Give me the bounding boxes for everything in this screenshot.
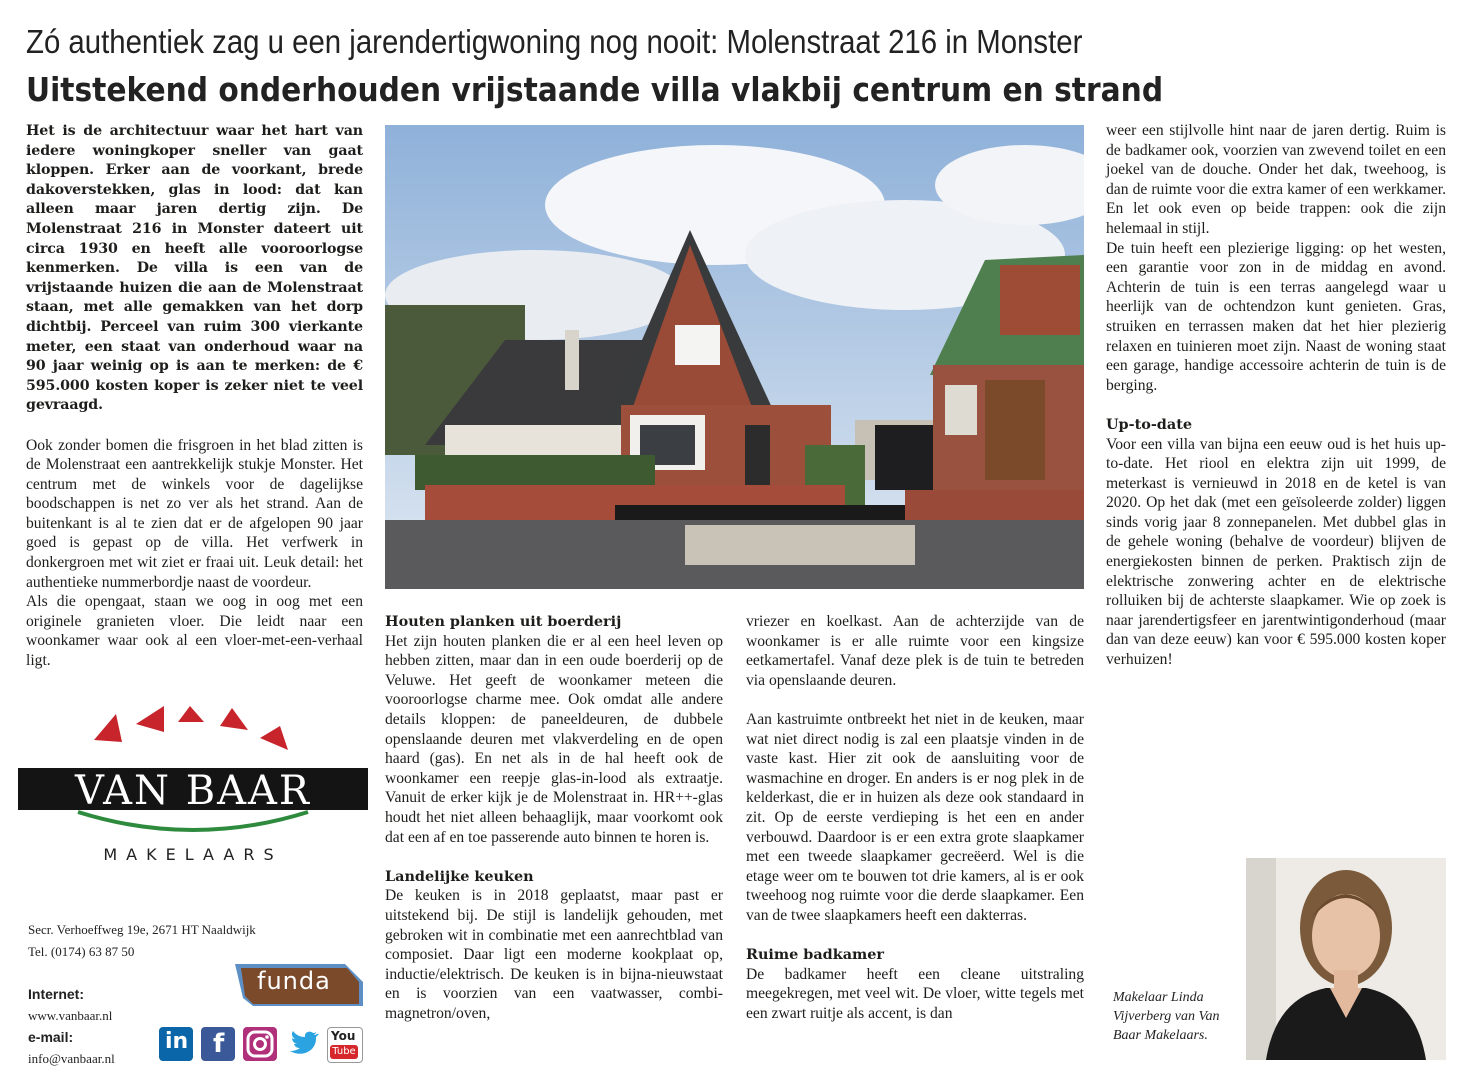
paragraph: vriezer en koelkast. Aan de achterzijde van de woonkamer is er alle ruimte voor een kingsize eetkamertafel. Vanaf deze plek is de tuin te betreden via openslaande deuren. [746, 613, 1084, 689]
paragraph: De tuin heeft een plezierige ligging: op het westen, een garantie voor zon in de middag en avond. Achterin de tuin is een terras aangelegd waar u heerlijk van de ochtendzon kunt genieten. Gras, struiken en terrassen maken dat het hier plezierig relaxen en tuinieren moet zijn. Naast de woning staat een garage, handige accessoire achterin de tuin is de berging. [1106, 239, 1446, 394]
address: Secr. Verhoeffweg 19e, 2671 HT Naaldwijk [28, 922, 256, 937]
logo-wordmark: VAN BAAR [74, 768, 312, 814]
phone: Tel. (0174) 63 87 50 [28, 944, 135, 959]
section-heading: Houten planken uit boerderij [385, 613, 622, 630]
agent-portrait [1246, 858, 1446, 1060]
headline: Zó authentiek zag u een jarendertigwoning nog nooit: Molenstraat 216 in Monster [26, 23, 1083, 60]
twitter-icon[interactable] [285, 1027, 319, 1061]
column-1 [26, 122, 363, 671]
paragraph: De keuken is in 2018 geplaatst, maar past er uitstekend bij. De stijl is landelijk gehouden, met gebroken wit in combinatie met een aanrechtblad van composiet. Daar ligt een moderne kookplaat op, inductie/elektrisch. De keuken is in bijna-nieuwstaat en is voorzien van een vaatwasser, combi-magnetron/oven, [385, 887, 723, 1022]
section-heading: Ruime badkamer [746, 946, 884, 964]
section-heading: Up-to-date [1106, 415, 1192, 433]
website-link[interactable]: www.vanbaar.nl [28, 1008, 113, 1023]
email-link[interactable]: info@vanbaar.nl [28, 1051, 115, 1066]
paragraph: Het zijn houten planken die er al een heel leven op hebben zitten, maar dan in een oude boerderij op de Veluwe. Het geeft de woonkamer meteen die vooroorlogse charme mee. Ook omdat alle andere details kloppen: de paneeldeuren, de dubbele openslaande deuren met vlakverdeling en de open haard (gas). En net als in de hal heeft ook de woonkamer een reepje glas-in-lood als extraatje. Vanuit de erker kijk je de Molenstraat in. HR++-glas houdt het niet alleen behaaglijk, maar voorkomt ook dat een af en toe passerende auto binnen te horen is. [385, 632, 723, 846]
funda-wordmark: funda [257, 967, 331, 995]
logo-subtitle: MAKELAARS [103, 845, 283, 864]
youtube-icon[interactable]: You Tube [327, 1027, 363, 1063]
facebook-icon[interactable]: f [201, 1027, 235, 1061]
linkedin-icon[interactable]: in [159, 1027, 193, 1061]
subheadline: Uitstekend onderhouden vrijstaande villa vlakbij centrum en strand [26, 70, 1164, 109]
email-label: e-mail: [28, 1029, 74, 1045]
paragraph: Ook zonder bomen die frisgroen in het blad zitten is de Molenstraat een aantrekkelijk stukje Monster. Het centrum met de winkels voor de dagelijkse boodschappen is net zo ver als het strand. Aan de buitenkant is al te zien dat er de afgelopen 90 jaar goed is gepast op de villa. Het verfwerk in donkergroen met wit ziet er fraai uit. Leuk detail: het authentieke nummerbordje naast de voordeur. [26, 436, 363, 591]
paragraph: weer een stijlvolle hint naar de jaren dertig. Ruim is de badkamer ook, voorzien van zwevend toilet en een joekel van de douche. Onder het dak, tweehoog, is dan de ruimte voor die extra kamer of een werkkamer. En let ook even op beide trappen: ook die zijn helemaal in stijl. [1106, 122, 1446, 237]
photo-caption: Makelaar Linda Vijverberg van Van Baar Makelaars. [1113, 990, 1220, 1043]
column-3 [746, 612, 1084, 1023]
column-2 [385, 612, 723, 1023]
lead-paragraph: Het is de architectuur waar het hart van iedere woningkoper sneller van gaat kloppen. Erker aan de voorkant, brede dakoverstekken, glas in lood: dat kan alleen maar jaren dertig zijn. De Molenstraat 216 in Monster dateert uit circa 1930 en heeft alle vooroorlogse kenmerken. De villa is een van de vrijstaande huizen die aan de Molenstraat staan, met alle gemakken van het dorp dichtbij. Perceel van ruim 300 vierkante meter, een staat van onderhoud waar na 90 jaar weinig op is aan te merken: de € 595.000 kosten koper is zeker niet te veel gevraagd. [26, 123, 363, 414]
section-heading: Landelijke keuken [385, 867, 534, 885]
column-4 [1106, 121, 1446, 670]
internet-label: Internet: [28, 986, 84, 1002]
paragraph: De badkamer heeft een cleane uitstraling meegekregen, met veel wit. De vloer, witte tegels met een zwart ruitje als accent, is dan [746, 965, 1084, 1022]
instagram-icon[interactable] [243, 1027, 277, 1061]
paragraph: Aan kastruimte ontbreekt het niet in de keuken, maar wat niet direct nodig is zal een plaatsje vinden in de vaste kast. Hier zit ook de aansluiting voor de wasmachine en droger. En anders is er nog plek in de kelderkast, die er in huizen als deze ook standaard in zit. Op de eerste verdieping is het een en ander verbouwd. Daardoor is er een extra grote slaapkamer met een tweede slaapkamer gecreëerd. Wel is die etage weer om te bouwen tot drie kamers, al is er ook tweehoog nog ruimte voor die derde slaapkamer. Een van de twee slaapkamers heeft een dakterras. [746, 710, 1084, 924]
house-photo [385, 125, 1084, 589]
paragraph: Voor een villa van bijna een eeuw oud is het huis up-to-date. Het riool en elektra zijn uit 1999, de meterkast is vernieuwd in 2018 en de ketel is van 2020. Op het dak (met een geïsoleerde zolder) liggen sinds vorig jaar 8 zonnepanelen. Met dubbel glas in de gehele woning (behalve de voordeur) blijven de energiekosten binnen de perken. Praktisch zijn de elektrische zonwering achter en de elektrische rolluiken bij de achterste slaapkamer. Wie op zoek is naar jarendertigsfeer en jarentwintigonderhoud (maar dan van deze eeuw) kan voor € 595.000 kosten koper verhuizen! [1106, 435, 1446, 669]
funda-logo[interactable] [235, 964, 363, 1006]
van-baar-logo [18, 700, 368, 870]
paragraph: Als die opengaat, staan we oog in oog met een originele granieten vloer. Die leidt naar een woonkamer waar ook al een vloer-met-een-verhaal ligt. [26, 593, 363, 670]
